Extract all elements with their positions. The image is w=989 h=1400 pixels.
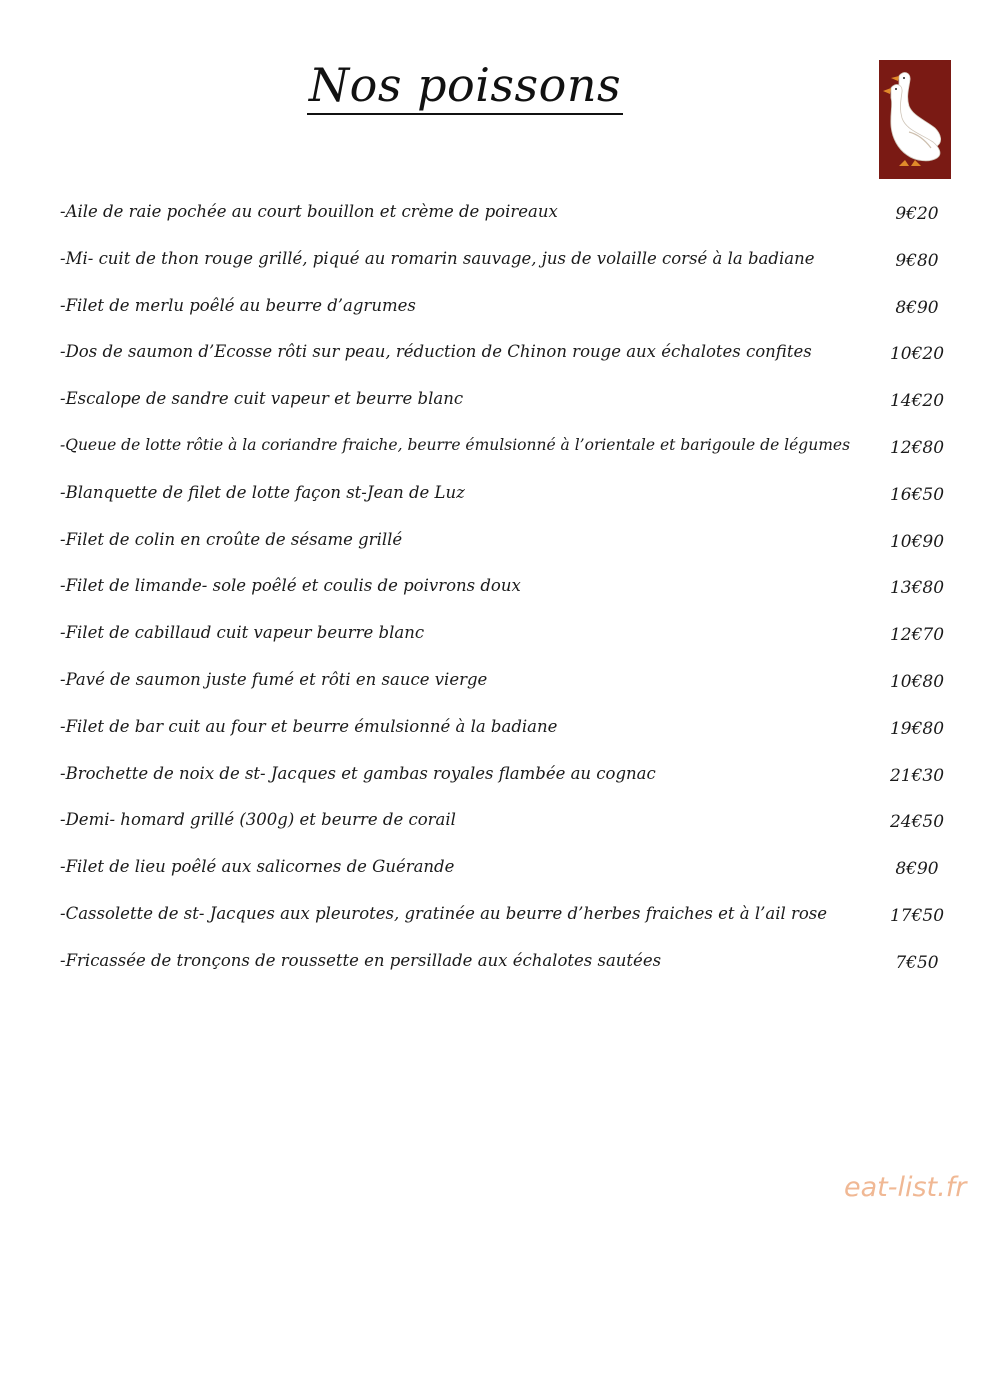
dish-price: 10€90 bbox=[889, 531, 945, 552]
dish-price: 24€50 bbox=[889, 812, 945, 833]
dish-price: 8€90 bbox=[895, 859, 939, 880]
dish-name: -Fricassée de tronçons de roussette en persillade aux échalotes sautées bbox=[60, 950, 662, 970]
menu-item bbox=[60, 711, 960, 758]
menu-item bbox=[60, 336, 960, 383]
dish-name: -Brochette de noix de st- Jacques et gambas royales flambée au cognac bbox=[60, 763, 656, 783]
dish-price: 12€70 bbox=[889, 625, 945, 646]
menu-list bbox=[60, 196, 960, 992]
dish-name: -Filet de limande- sole poêlé et coulis de poivrons doux bbox=[60, 576, 521, 596]
dish-price: 9€20 bbox=[895, 204, 939, 224]
menu-item bbox=[60, 758, 960, 805]
menu-item bbox=[60, 945, 960, 992]
dish-name: -Demi- homard grillé (300g) et beurre de corail bbox=[60, 810, 456, 830]
page-title-text: Nos poissons bbox=[307, 58, 623, 115]
dish-name: -Queue de lotte rôtie à la coriandre fraiche, beurre émulsionné à l’orientale et barigoule de légumes bbox=[60, 435, 851, 454]
menu-item bbox=[60, 290, 960, 337]
menu-item bbox=[60, 524, 960, 571]
menu-item bbox=[60, 477, 960, 524]
menu-item bbox=[60, 196, 960, 243]
menu-item bbox=[60, 383, 960, 430]
dish-price: 14€20 bbox=[889, 391, 945, 412]
dish-name: -Cassolette de st- Jacques aux pleurotes, gratinée au beurre d’herbes fraiches et à l’ail rose bbox=[60, 903, 828, 923]
dish-price: 12€80 bbox=[889, 437, 945, 458]
dish-name: -Mi- cuit de thon rouge grillé, piqué au romarin sauvage, jus de volaille corsé à la badiane bbox=[60, 248, 815, 268]
dish-name: -Dos de saumon d’Ecosse rôti sur peau, réduction de Chinon rouge aux échalotes confites bbox=[60, 342, 812, 362]
dish-price: 17€50 bbox=[889, 905, 945, 926]
menu-item bbox=[60, 430, 960, 477]
dish-name: -Filet de colin en croûte de sésame grillé bbox=[60, 529, 403, 549]
dish-name: -Aile de raie pochée au court bouillon et crème de poireaux bbox=[60, 202, 558, 221]
menu-item bbox=[60, 570, 960, 617]
dish-name: -Filet de bar cuit au four et beurre émulsionné à la badiane bbox=[60, 716, 558, 736]
dish-name: -Filet de cabillaud cuit vapeur beurre blanc bbox=[60, 623, 425, 643]
menu-item bbox=[60, 804, 960, 851]
dish-price: 10€20 bbox=[889, 344, 945, 365]
dish-price: 7€50 bbox=[895, 952, 939, 973]
dish-name: -Filet de lieu poêlé aux salicornes de Guérande bbox=[60, 857, 455, 877]
dish-price: 13€80 bbox=[889, 578, 945, 599]
menu-item bbox=[60, 243, 960, 290]
dish-price: 16€50 bbox=[889, 484, 945, 505]
menu-item bbox=[60, 664, 960, 711]
dish-price: 10€80 bbox=[889, 671, 945, 692]
dish-price: 19€80 bbox=[889, 718, 945, 739]
dish-price: 8€90 bbox=[895, 297, 939, 318]
dish-price: 9€80 bbox=[895, 250, 939, 271]
page-title bbox=[0, 58, 930, 112]
dish-price: 21€30 bbox=[889, 765, 945, 786]
dish-name: -Blanquette de filet de lotte façon st-Jean de Luz bbox=[60, 482, 465, 502]
dish-name: -Filet de merlu poêlé au beurre d’agrumes bbox=[60, 295, 416, 315]
dish-name: -Escalope de sandre cuit vapeur et beurre blanc bbox=[60, 389, 464, 409]
geese-icon bbox=[879, 60, 951, 179]
menu-item bbox=[60, 898, 960, 945]
watermark: eat-list.fr bbox=[844, 1172, 967, 1203]
dish-name: -Pavé de saumon juste fumé et rôti en sauce vierge bbox=[60, 669, 488, 689]
menu-item bbox=[60, 617, 960, 664]
menu-item bbox=[60, 851, 960, 898]
